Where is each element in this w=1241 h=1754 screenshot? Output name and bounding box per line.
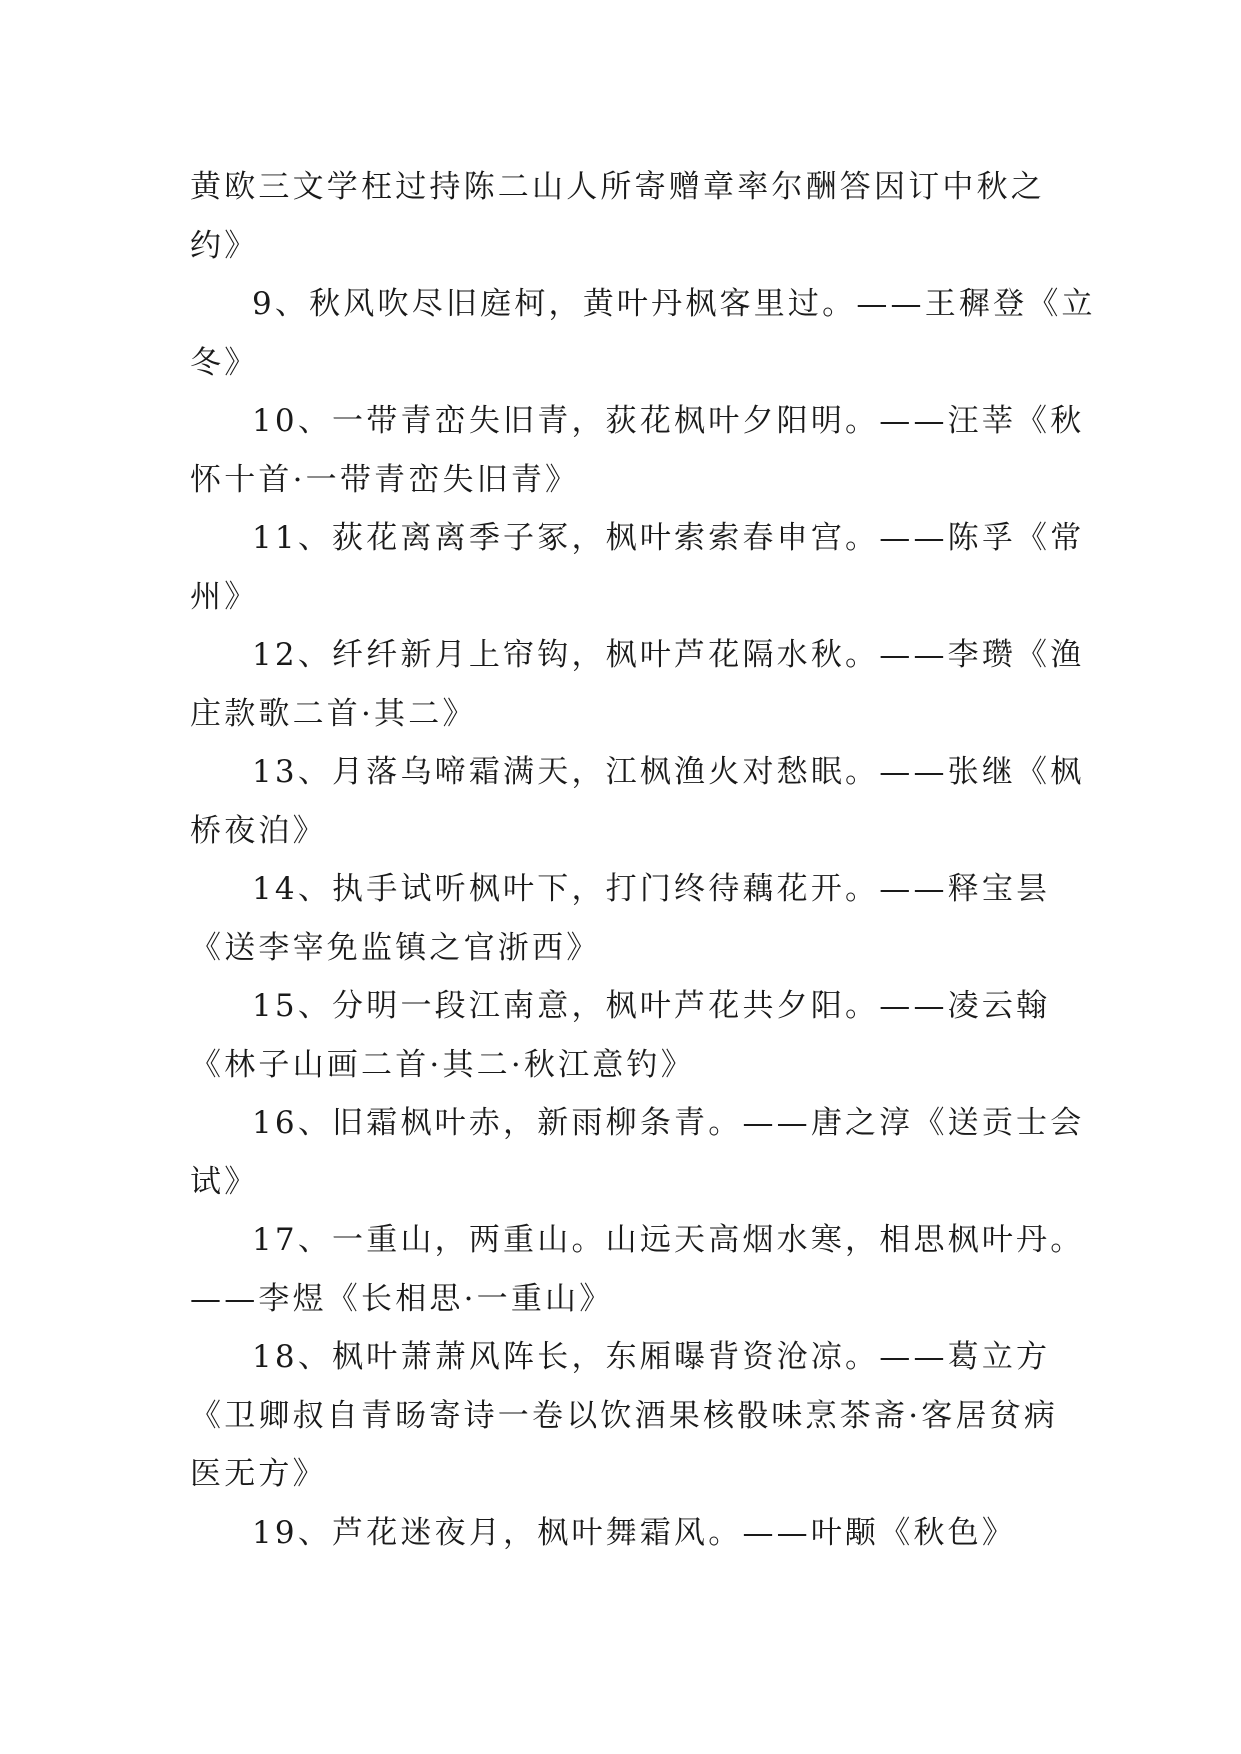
poem-line: 10、一带青峦失旧青，荻花枫叶夕阳明。——汪莘《秋 <box>252 403 1085 439</box>
poem-line: 14、执手试听枫叶下，打门终待藕花开。——释宝昙 <box>252 871 1051 907</box>
text-line: ——李煜《长相思·一重山》 <box>190 1280 614 1317</box>
poem-line: 15、分明一段江南意，枫叶芦花共夕阳。——凌云翰 <box>252 988 1051 1024</box>
poem-line: 16、旧霜枫叶赤，新雨柳条青。——唐之淳《送贡士会 <box>252 1105 1085 1141</box>
text-line: 医无方》 <box>190 1456 327 1492</box>
text-line: 《林子山画二首·其二·秋江意钓》 <box>190 1046 695 1083</box>
text-line: 州》 <box>190 578 259 615</box>
text-line: 庄款歌二首·其二》 <box>190 695 477 732</box>
poem-line: 19、芦花迷夜月，枫叶舞霜风。——叶颙《秋色》 <box>252 1514 1017 1551</box>
poem-line: 13、月落乌啼霜满天，江枫渔火对愁眠。——张继《枫 <box>252 754 1085 790</box>
poem-line: 11、荻花离离季子冢，枫叶索索春申宫。——陈孚《常 <box>252 520 1085 556</box>
poem-line: 12、纤纤新月上帘钩，枫叶芦花隔水秋。——李瓒《渔 <box>252 637 1085 673</box>
text-line: 冬》 <box>190 344 259 381</box>
text-line: 黄欧三文学枉过持陈二山人所寄赠章率尔酬答因订中秋之 <box>190 169 1045 205</box>
poem-line: 9、秋风吹尽旧庭柯，黄叶丹枫客里过。——王穉登《立 <box>252 286 1096 322</box>
text-line: 桥夜泊》 <box>190 812 327 849</box>
poem-line: 18、枫叶萧萧风阵长，东厢曝背资沧凉。——葛立方 <box>252 1339 1051 1375</box>
text-line: 试》 <box>190 1163 259 1200</box>
text-line: 《送李宰免监镇之官浙西》 <box>190 929 601 966</box>
text-line: 怀十首·一带青峦失旧青》 <box>190 461 580 498</box>
poem-line: 17、一重山，两重山。山远天高烟水寒，相思枫叶丹。 <box>252 1222 1085 1258</box>
text-line: 《卫卿叔自青旸寄诗一卷以饮酒果核骰味烹茶斋·客居贫病 <box>190 1397 1059 1434</box>
text-line: 约》 <box>190 227 259 264</box>
